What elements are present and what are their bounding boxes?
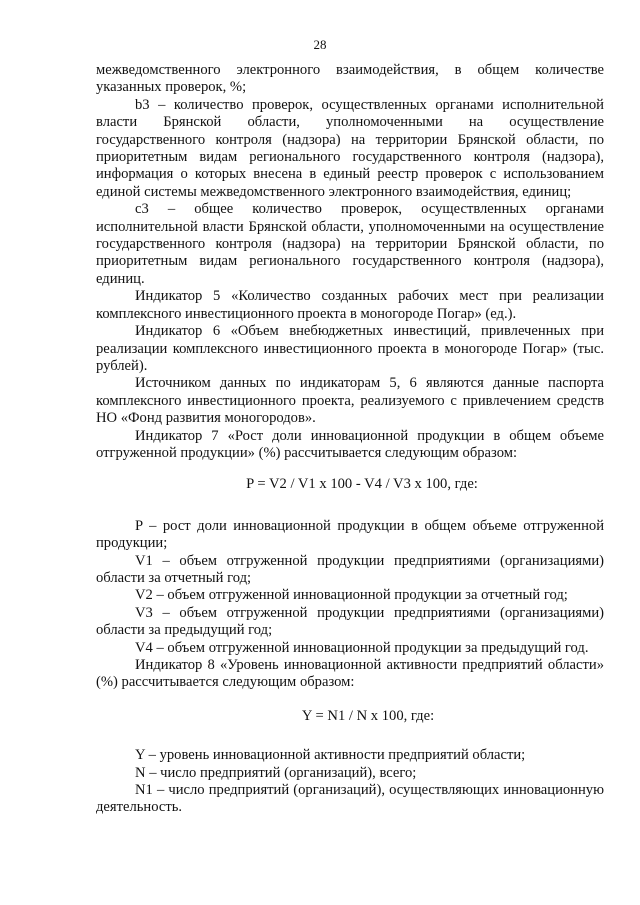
paragraph-indicator-5: Индикатор 5 «Количество созданных рабочих мест при реализации комплексного инвестиционного проекта в моногороде Погар» (ед.).	[96, 288, 604, 322]
paragraph-b3: b3 – количество проверок, осуществленных органами исполнительной власти Брянской области, уполномоченными на осуществление государственного контроля (надзора) на территории Брянской области, по приоритетным видам регионального государственного контроля (надзора), информация о которых внесена в единый реестр проверок с использованием единой системы межведомственного электронного взаимодействия, единиц;	[96, 96, 604, 200]
formula-indicator-8: Y = N1 / N x 100, где:	[301, 707, 435, 724]
paragraph-c3: c3 – общее количество проверок, осуществленных органами исполнительной власти Брянской области, уполномоченными на осуществление государственного контроля (надзора) на территории Брянской области, по приоритетным видам регионального государственного контроля (надзора), единиц.	[96, 201, 604, 287]
definition-v3: V3 – объем отгруженной продукции предприятиями (организациями) области за предыдущий год;	[96, 604, 604, 639]
definition-p: P – рост доли инновационной продукции в общем объеме отгруженной продукции;	[96, 517, 604, 552]
paragraph-indicator-6: Индикатор 6 «Объем внебюджетных инвестиций, привлеченных при реализации комплексного инвестиционного проекта в моногороде Погар» (тыс. рублей).	[96, 323, 604, 374]
definition-v4: V4 – объем отгруженной инновационной продукции за предыдущий год.	[135, 639, 589, 656]
paragraph-continuation: межведомственного электронного взаимодействия, в общем количестве указанных проверок, %;	[96, 62, 604, 96]
definition-y: Y – уровень инновационной активности предприятий области;	[135, 747, 526, 764]
paragraph-indicator-7: Индикатор 7 «Рост доли инновационной продукции в общем объеме отгруженной продукции» (%) рассчитывается следующим образом:	[96, 427, 604, 461]
definition-v2: V2 – объем отгруженной инновационной продукции за отчетный год;	[135, 587, 568, 604]
definition-n1: N1 – число предприятий (организаций), осуществляющих инновационную деятельность.	[96, 782, 604, 816]
page-number: 28	[313, 37, 327, 52]
paragraph-indicator-8: Индикатор 8 «Уровень инновационной активности предприятий области» (%) рассчитывается следующим образом:	[96, 657, 604, 691]
paragraph-data-source: Источником данных по индикаторам 5, 6 являются данные паспорта комплексного инвестиционного проекта, реализуемого с привлечением средств НО «Фонд развития моногородов».	[96, 375, 604, 427]
formula-indicator-7: P = V2 / V1 x 100 - V4 / V3 x 100, где:	[246, 476, 478, 493]
definition-v1: V1 – объем отгруженной продукции предприятиями (организациями) области за отчетный год;	[96, 552, 604, 586]
document-body	[96, 62, 604, 817]
definition-n: N – число предприятий (организаций), всего;	[135, 764, 417, 781]
